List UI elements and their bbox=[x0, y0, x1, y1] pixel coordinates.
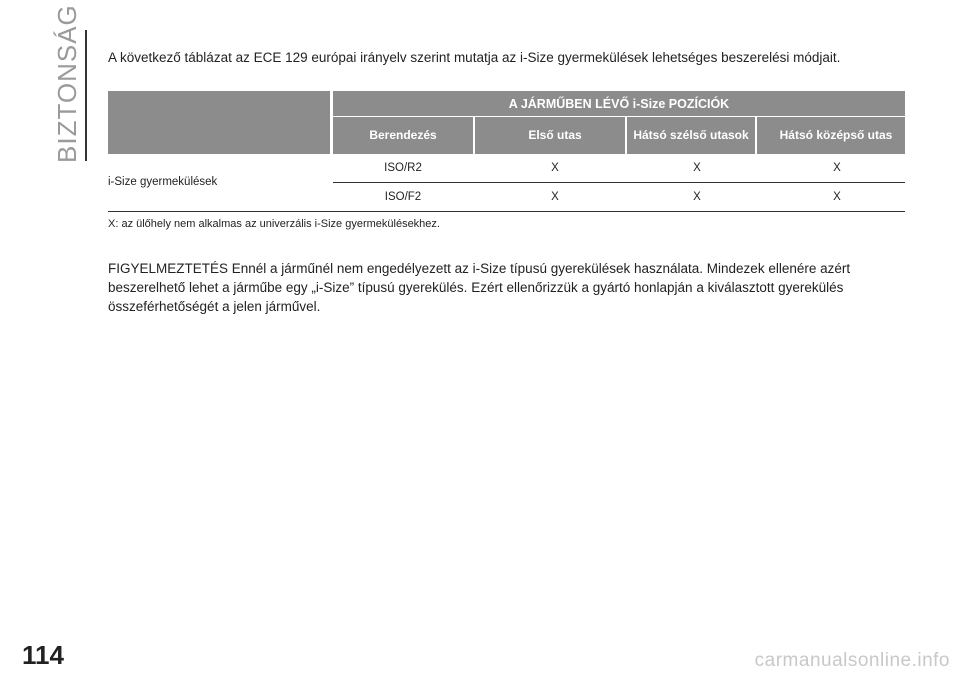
col-separator bbox=[755, 117, 757, 154]
cell-rear-center: X bbox=[833, 162, 841, 174]
cell-device: ISO/R2 bbox=[384, 162, 422, 174]
table-footnote: X: az ülőhely nem alkalmas az univerzális i-Size gyermekülésekhez. bbox=[108, 218, 440, 230]
warning-text bbox=[108, 259, 898, 316]
cell-rear-center: X bbox=[833, 191, 841, 203]
page-number: 114 bbox=[22, 640, 64, 670]
cell-device: ISO/F2 bbox=[384, 191, 422, 203]
cell-rear-outer: X bbox=[693, 191, 701, 203]
col-header-front: Első utas bbox=[528, 128, 582, 142]
col-separator bbox=[473, 117, 475, 154]
section-rule bbox=[85, 30, 87, 161]
row-label-i-size: i-Size gyermekülések bbox=[108, 176, 218, 188]
section-title: BIZTONSÁG bbox=[52, 4, 82, 163]
col-header-device: Berendezés bbox=[369, 128, 437, 142]
warning-line: beszerelhető lehet a járműbe egy „i-Size” típusú gyerekülés. Ezért ellenőrizzük a gyártó honlapján a kiválasztott gyerekülés bbox=[108, 280, 844, 295]
cell-front: X bbox=[551, 162, 559, 174]
intro-text: A következő táblázat az ECE 129 európai irányelv szerint mutatja az i-Size gyermekülések lehetséges beszerelési módjait. bbox=[108, 50, 841, 65]
table-group-header: A JÁRMŰBEN LÉVŐ i-Size POZÍCIÓK bbox=[508, 97, 730, 111]
watermark: carmanualsonline.info bbox=[754, 650, 950, 671]
col-header-rear-outer: Hátsó szélső utasok bbox=[633, 128, 749, 142]
table-header-corner bbox=[108, 91, 330, 154]
warning-line: összeférhetőségét a jelen járművel. bbox=[108, 299, 321, 314]
cell-front: X bbox=[551, 191, 559, 203]
col-header-rear-center: Hátsó középső utas bbox=[779, 128, 893, 142]
table-bottom-rule bbox=[108, 211, 905, 212]
row-divider bbox=[333, 182, 905, 183]
cell-rear-outer: X bbox=[693, 162, 701, 174]
warning-line: FIGYELMEZTETÉS Ennél a járműnél nem engedélyezett az i-Size típusú gyerekülések használata. Mindezek ellenére azért bbox=[108, 261, 851, 276]
